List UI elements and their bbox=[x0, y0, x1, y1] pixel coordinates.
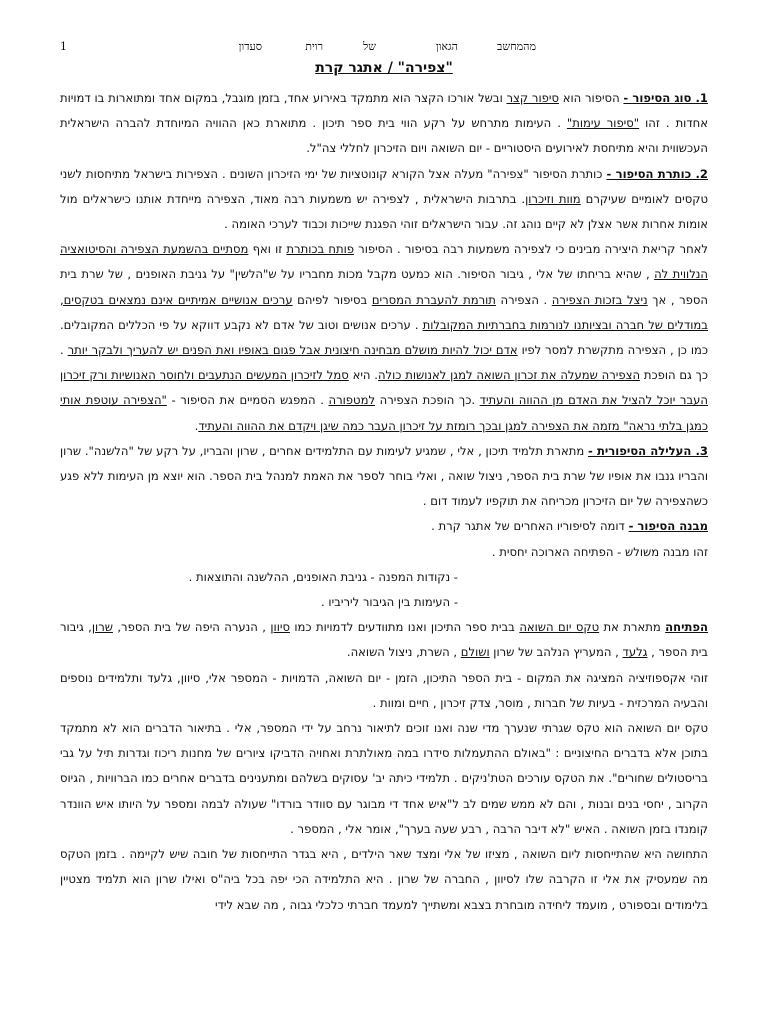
structure-label: מבנה הסיפור - bbox=[628, 519, 708, 534]
text: בסיפור לפיהם bbox=[292, 292, 372, 307]
header-shel: של bbox=[363, 40, 376, 53]
underlined-text: למטפורה bbox=[328, 393, 376, 408]
text: מתארת תלמיד תיכון , אלי , שמגיע לעימות עם התלמידים אחרים , שרון והבריו, על רקע של "הלשנה". שרון והבריו גנבו את אופיו של שרת בית הספר, ניצול שואה , ואלי בוחר לספר את האמת למנהל בית הספר. הוא יוצא מן העימות ללא פגע כשהצפירה של יום הזיכרון מכריחה את תוקפיו לעמוד דום . bbox=[60, 443, 708, 509]
underlined-text: אדם יכול להיות מושלם מבחינה חיצונית אבל פגום באופיו ואת הפנים יש להעריך ולבקר יותר bbox=[67, 343, 518, 358]
underlined-text: סמל לזיכרון המעשים הנתעבים ולחוסר האנושיות ורק זיכרון העבר יוכל להציל את האדם מן ההווה והעתיד bbox=[60, 368, 708, 408]
underlined-text: גלעד bbox=[622, 645, 648, 660]
text: , גיבור בית הספר , bbox=[60, 620, 708, 660]
text: . היא bbox=[348, 368, 378, 383]
underlined-text: סיפור קצר bbox=[506, 91, 559, 105]
underlined-text: טקס יום השואה bbox=[519, 620, 600, 635]
text: , הנערה היפה של בית הספר, bbox=[112, 620, 271, 635]
header-gaon: הגאון bbox=[435, 40, 458, 53]
text: בבית ספר התיכון ואנו מתוודעים לדמויות כמו bbox=[289, 620, 520, 635]
opening-paragraph bbox=[60, 615, 708, 665]
text: . הצפירה bbox=[495, 292, 552, 307]
section-2-paragraph bbox=[60, 162, 708, 238]
section-3-paragraph bbox=[60, 439, 708, 515]
text: . כך גם הופכת bbox=[60, 343, 708, 383]
text: כותרת הסיפור "צפירה" מעלה אצל הקורא קונוטציות של ימי הזיכרון השונים . הצפירות בישראל מתיחסות לשני טקסים לאומיים שעיקרם bbox=[60, 166, 709, 206]
header-sadon: סעדון bbox=[238, 40, 262, 53]
exposition-paragraph: זוהי אקספוזיציה המציגה את המקום - בית הספר התיכון, הזמן - יום השואה, הדמויות - המספר אלי, סיוון, גלעד ותלמידים נוספים והבעיה המרכזית - בעיות של חברות , מוסר, צדק זיכרון , חיים ומוות . bbox=[60, 670, 708, 710]
attitude-paragraph: התחושה היא שהתייחסות ליום השואה , מציזו של אלי ומצד שאר הילדים , היא בגדר התייחסות של חובה שיש לקיימה . בזמן הטקס מה שמעסיק את אלי זו הקרבה שלו לסיוון , החברה של שרון . היא התלמידה הכי יפה בכל ביה"ס ואילו שרון הוא תלמיד מצטיין בלימודים ובספורט , מועמד ליחידה מובחרת בצבא ומשתייך למעמד חברתי כלכלי גבוה , מה שבא לידי bbox=[60, 847, 708, 912]
text: , המעריץ הנלהב של שרון bbox=[489, 645, 623, 660]
underlined-text: שרון bbox=[91, 620, 113, 635]
section-2-label: 2. כותרת הסיפור - bbox=[606, 166, 708, 181]
underlined-text: "סיפור עימות" bbox=[566, 116, 640, 131]
text: , שהיא בריחתו של אלי , גיבור הסיפור. הוא כמעט מקבל מכות מחבריו על ש"הלשין" על גניבת האופנים , של שרת בית הספר , אך bbox=[60, 267, 708, 307]
text: . bbox=[194, 418, 199, 433]
section-1-paragraph bbox=[60, 86, 708, 162]
structure-bullet: - נקודות המפנה - גניבת האופנים, ההלשנה והתוצאות . bbox=[188, 569, 458, 584]
underlined-text: מסתיים בהשמעת הצפירה והסיטואציה הנלווית לה bbox=[60, 242, 708, 282]
underlined-text: סיוון bbox=[270, 620, 290, 635]
text: . העימות מתרחש על רקע הווי בית ספר תיכון . מתוארת כאן ההוויה המיוחדת להברה הישראלית העכשווית והיא מתיחסת לאירועים היסטוריים - יום השואה ויום הזיכרון לחללי צה"ל. bbox=[60, 116, 708, 156]
ceremony-paragraph: טקס יום השואה הוא טקס שגרתי שנערך מדי שנה ואנו זוכים לתיאור נרחב על ידי המספר, אלי . בתיאור הדברים הוא לא מתמקד בתוכן אלא בדברים החיצוניים : "באולם ההתעמלות סידרו במה מאולתרת ואחויה הדביקו ציורים של מחנות ריכוז וגדרות תיל על גבי בריסטולים שחורים". את הטקס עורכים הטת'ניקים . תלמידי כיתה יב' עסוקים בשלהם ומתענינים בדברים אחרים כמו הברוויות , הגיוס הקרוב , יחסי בנים ובנות , והם לא ממש שמים לב ל"איש אחד די מבוגר עם סוודר בורדו" שעולה לבמה ומספר על היותו איש הוונדר קומנדו בזמן השואה . האיש "לא דיבר הרבה , רבע שעה בערך", אומר אלי , המספר . bbox=[60, 721, 708, 836]
underlined-text: ניצל בזכות הצפירה bbox=[551, 292, 648, 307]
text: הסיפור הוא bbox=[558, 91, 624, 105]
underlined-text: תורמת להעברת המסרים bbox=[371, 292, 496, 307]
underlined-text: "הצפירה עוטפת אותי כמגן בלתי נראה" מזמה את הצפירה למגן ובכך רומזת על זיכרון העבר כמה שיגן ויקדם את ההווה והעתיד bbox=[60, 393, 708, 433]
page-header bbox=[60, 36, 708, 56]
underlined-text: ערכים אנושיים אמיתיים אינם נמצאים בטקסים, במודלים של חברה ובציותנו לנורמות בחברתיות המקובלות bbox=[60, 292, 708, 332]
text: .כך הופכת הצפירה bbox=[375, 393, 480, 408]
text: דומה לסיפוריו האחרים של אתגר קרת . bbox=[431, 519, 629, 534]
header-author-label: מהמחשב bbox=[497, 40, 536, 53]
header-ravit: רוית bbox=[305, 40, 323, 53]
section-3-label: 3. העלילה הסיפורית - bbox=[588, 443, 708, 458]
underlined-text: מוות וזיכרון bbox=[525, 191, 581, 206]
document-body bbox=[60, 86, 708, 918]
structure-line: זהו מבנה משולש - הפתיחה הארוכה יחסית . bbox=[491, 544, 708, 559]
text: זו ואף bbox=[248, 242, 287, 257]
opening-label: הפתיחה bbox=[665, 620, 708, 635]
structure-paragraph bbox=[60, 514, 708, 539]
section-2-analysis-paragraph bbox=[60, 237, 708, 439]
underlined-text: פותח בכותרת bbox=[286, 242, 354, 257]
document-title: "צפירה" / אתגר קרת bbox=[315, 60, 453, 76]
structure-bullet: - העימות בין הגיבור ליריביו . bbox=[321, 595, 458, 610]
text: ובשל אורכו הקצר הוא מתמקד באירוע אחד, בזמן מוגבל, במקום אחד ומתוארות בו דמויות אחדות . זהו bbox=[60, 91, 708, 131]
text: , השרת, ניצול השואה. bbox=[346, 645, 461, 660]
text: . ערכים אנושים וטוב של אדם לא נקבע דווקא על פי הכללים המקובלים. כמו כן , הצפירה מתקשרת למסר לפיו bbox=[60, 317, 708, 358]
page-number: 1 bbox=[60, 40, 67, 53]
section-1-label: 1. סוג הסיפור - bbox=[623, 91, 708, 105]
underlined-text: הצפירה שמעלה את זכרון השואה למגן לאנושות כולה bbox=[377, 368, 641, 383]
text: מתארת את bbox=[599, 620, 666, 635]
underlined-text: ושולם bbox=[460, 645, 490, 660]
text: לאחר קריאת היצירה מבינים כי לצפירה משמעות רבה בסיפור . הסיפור bbox=[353, 242, 708, 257]
text: . בתרבות הישראלית , לצפירה יש משמעות רבה מאוד, הצפירה מייחדת אותנו כישראלים מול אומות אחרות אשר אצלן לא קיים נוהג זה. עבור הישראלים זוהי הפגנת שייכות וכבוד לערכי האומה . bbox=[60, 191, 708, 232]
text: . המפגש הסמיים את הסיפור - bbox=[166, 393, 329, 408]
